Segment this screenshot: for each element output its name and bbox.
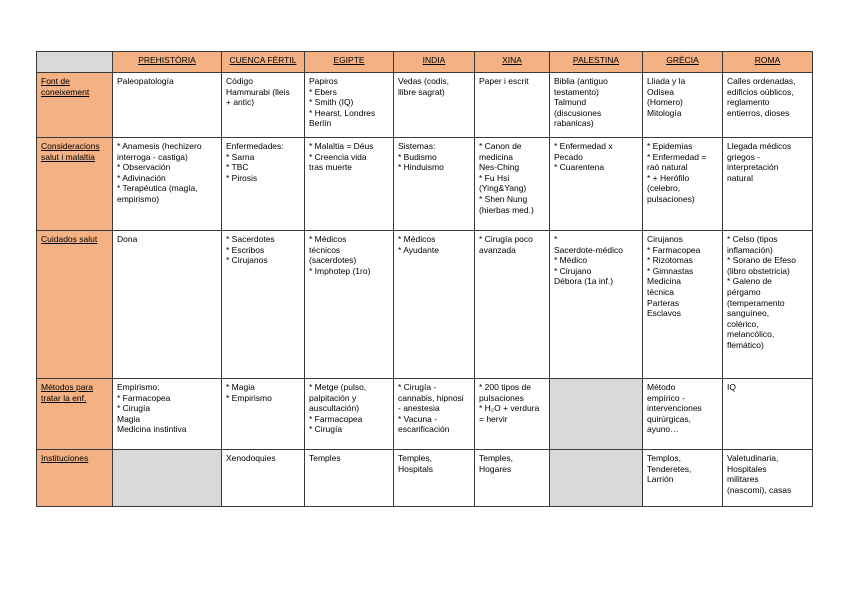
table-cell [394, 73, 475, 138]
cell-line: * Médicos [398, 234, 436, 244]
cell-line: Código [226, 76, 253, 86]
cell-line: * Magia [226, 382, 255, 392]
cell-line: empirismo) [117, 193, 160, 204]
table-cell [475, 450, 550, 507]
cell-line: avanzada [479, 244, 516, 255]
table-cell [550, 73, 643, 138]
cell-line: * Budismo [398, 151, 437, 162]
cell-line: Sacerdote-médico [554, 244, 623, 255]
cell-line: * Empirismo [226, 392, 272, 403]
cell-line: Temples [309, 453, 341, 463]
table-cell [113, 73, 222, 138]
cell-line: Paper i escrit [479, 76, 529, 86]
cell-line: * Médicos [309, 234, 347, 244]
table-cell [475, 231, 550, 379]
cell-line: entierros, dioses [727, 107, 790, 118]
table-cell [643, 450, 723, 507]
column-header: CUENCA FÈRTIL [222, 52, 305, 73]
cell-line: Berlín [309, 118, 332, 129]
cell-line: reglamento [727, 97, 770, 108]
cell-line: técnicos [309, 244, 341, 255]
cell-line: sanguíneo, [727, 308, 770, 319]
column-header: XINA [475, 52, 550, 73]
cell-line: (nascomi), casas [727, 484, 792, 495]
cell-line: ayuno… [647, 424, 679, 435]
cell-line: militares [727, 474, 759, 485]
cell-line: Hospitales [727, 463, 767, 474]
table-cell [305, 379, 394, 450]
table-row [37, 231, 813, 379]
cell-line: Nes-Ching [479, 162, 520, 173]
cell-line: = hervir [479, 413, 508, 424]
cell-line: Dona [117, 234, 138, 244]
cell-line: * Metge (pulso, [309, 382, 367, 392]
cell-line: * Shen Nung [479, 193, 528, 204]
cell-line: Biblia (antiguo [554, 76, 608, 86]
empty-cell [113, 450, 222, 507]
cell-line: Parteras [647, 297, 680, 308]
cell-line: * Enfermedad = [647, 151, 707, 162]
cell-line: - anestesia [398, 403, 440, 414]
cell-line: pulsaciones [479, 392, 524, 403]
table-cell [643, 231, 723, 379]
cell-line: * Celso (tipos [727, 234, 778, 244]
cell-line: Mitología [647, 107, 682, 118]
column-header: EGIPTE [305, 52, 394, 73]
cell-line: Odisea [647, 86, 674, 97]
cell-line: * Galeno de [727, 276, 772, 287]
column-header: ROMA [723, 52, 813, 73]
cell-line: (Homero) [647, 97, 683, 108]
table-cell [723, 73, 813, 138]
table-cell [550, 231, 643, 379]
corner-cell [37, 52, 113, 73]
cell-line: * Smith (IQ) [309, 97, 354, 108]
table-cell [723, 450, 813, 507]
cell-line: Temples, [398, 453, 433, 463]
cell-line: * Gimnastas [647, 265, 694, 276]
cell-line: Pecado [554, 151, 583, 162]
table-cell [643, 73, 723, 138]
cell-line: escarificación [398, 424, 450, 435]
cell-line: * Adivinación [117, 172, 166, 183]
cell-line: Talmund [554, 97, 587, 108]
cell-line: edificios oúblicos, [727, 86, 794, 97]
comparison-table [36, 51, 813, 507]
cell-line: cannabis, hipnosi [398, 392, 464, 403]
cell-line: quirúrgicas, [647, 413, 691, 424]
cell-line: * Anamesis (hechizero [117, 141, 202, 151]
table-cell [222, 138, 305, 231]
cell-line: * Cirugía - [398, 382, 437, 392]
table-cell [550, 138, 643, 231]
cell-line: Lliada y la [647, 76, 686, 86]
table-cell [305, 231, 394, 379]
table-cell [394, 138, 475, 231]
cell-line: * Terapéutica (magía, [117, 183, 198, 194]
cell-line: * Ebers [309, 86, 337, 97]
cell-line: rabanicas) [554, 118, 594, 129]
cell-line: testamento) [554, 86, 599, 97]
table-cell [222, 450, 305, 507]
cell-line: Cirujanos [647, 234, 683, 244]
cell-line: * Cirujano [554, 265, 592, 276]
column-header: GRÈCIA [643, 52, 723, 73]
cell-line: * [554, 234, 558, 244]
cell-line: Magia [117, 413, 141, 424]
table-cell [222, 379, 305, 450]
cell-line: (Ying&Yang) [479, 183, 527, 194]
cell-line: interroga - castiga) [117, 151, 188, 162]
table-cell [475, 73, 550, 138]
cell-line: * Creencia vida [309, 151, 367, 162]
cell-line: Xenodoquies [226, 453, 276, 463]
cell-line: interpretación [727, 162, 779, 173]
cell-line: Hogares [479, 463, 512, 474]
cell-line: Medicina [647, 276, 682, 287]
table-cell [475, 379, 550, 450]
cell-line: empírico - [647, 392, 685, 403]
cell-line: Tenderetes, [647, 463, 692, 474]
cell-line: * Fu Hsi [479, 172, 510, 183]
cell-line: Templos, [647, 453, 682, 463]
cell-line: tras muerte [309, 162, 352, 173]
cell-line: Larrión [647, 474, 674, 485]
cell-line: Hospitals [398, 463, 433, 474]
cell-line: pulsaciones) [647, 193, 695, 204]
cell-line: * Sacerdotes [226, 234, 275, 244]
empty-cell [550, 450, 643, 507]
cell-line: * Sarna [226, 151, 255, 162]
cell-line: Enfermedades: [226, 141, 284, 151]
cell-line: palpitación y [309, 392, 357, 403]
cell-line: * Sorano de Efeso [727, 255, 796, 266]
cell-line: * 200 tipos de [479, 382, 531, 392]
table-cell [113, 138, 222, 231]
cell-line: * Farmacopea [647, 244, 701, 255]
table-cell [723, 138, 813, 231]
row-header: Métodos para tratar la enf. [37, 379, 113, 450]
table-cell [723, 231, 813, 379]
cell-line: * Observación [117, 162, 171, 173]
cell-line: * + Herófilo [647, 172, 690, 183]
cell-line: flemático) [727, 339, 764, 350]
cell-line: Vedas (codis, [398, 76, 450, 86]
table-cell [643, 138, 723, 231]
table-cell [222, 73, 305, 138]
column-header: INDIA [394, 52, 475, 73]
cell-line: * Cirugía [117, 403, 151, 414]
cell-line: (celebro, [647, 183, 681, 194]
cell-line: * Epidemias [647, 141, 693, 151]
cell-line: * Cuarentena [554, 162, 605, 173]
cell-line: auscultación) [309, 403, 360, 414]
cell-line: * Vacuna - [398, 413, 438, 424]
cell-line: melancólico, [727, 329, 775, 340]
cell-line: * Pirosis [226, 172, 258, 183]
cell-line: * Enfermedad x [554, 141, 613, 151]
cell-line: Medicina instintiva [117, 424, 187, 435]
cell-line: * Farmacopea [309, 413, 363, 424]
table-row [37, 379, 813, 450]
table-row [37, 450, 813, 507]
cell-line: Empirismo: [117, 382, 160, 392]
cell-line: Sistemas: [398, 141, 436, 151]
cell-line: natural [727, 172, 753, 183]
cell-line: Llegada médicos [727, 141, 792, 151]
row-header: Cuidados salut [37, 231, 113, 379]
table-cell [723, 379, 813, 450]
cell-line: * Farmacopea [117, 392, 171, 403]
cell-line: * Hinduismo [398, 162, 444, 173]
cell-line: griegos - [727, 151, 761, 162]
header-row [37, 52, 813, 73]
cell-line: * Imphotep (1ro) [309, 265, 371, 276]
table-row [37, 73, 813, 138]
row-header: Instituciones [37, 450, 113, 507]
cell-line: Temples, [479, 453, 514, 463]
cell-line: IQ [727, 382, 736, 392]
table-cell [394, 450, 475, 507]
empty-cell [550, 379, 643, 450]
cell-line: * Rizotomas [647, 255, 693, 266]
table-cell [305, 138, 394, 231]
cell-line: * Ayudante [398, 244, 439, 255]
table-cell [475, 138, 550, 231]
cell-line: (discusiones [554, 107, 602, 118]
cell-line: Paleopatología [117, 76, 174, 86]
table-cell [394, 231, 475, 379]
cell-line: (temperamento [727, 297, 785, 308]
cell-line: * Médico [554, 255, 588, 266]
cell-line: + antic) [226, 97, 255, 108]
cell-line: llibre sagrat) [398, 86, 445, 97]
cell-line: Valetudinaria, [727, 453, 779, 463]
table-cell [305, 73, 394, 138]
row-header: Font de coneixement [37, 73, 113, 138]
cell-line: Débora (1a inf.) [554, 276, 614, 287]
cell-line: intervenciones [647, 403, 702, 414]
cell-line: Hammurabi (lleis [226, 86, 290, 97]
table-cell [394, 379, 475, 450]
cell-line: inflamación) [727, 244, 773, 255]
column-header: PREHISTÒRIA [113, 52, 222, 73]
cell-line: (sacerdotes) [309, 255, 357, 266]
column-header: PALESTINA [550, 52, 643, 73]
cell-line: Método [647, 382, 676, 392]
table-cell [113, 379, 222, 450]
cell-line: * Canon de [479, 141, 522, 151]
cell-line: * Cirugía [309, 424, 343, 435]
table-cell [113, 231, 222, 379]
cell-line: * H₂O + verdura [479, 403, 540, 414]
table-cell [222, 231, 305, 379]
cell-line: * Hearst, Londres [309, 107, 376, 118]
table-cell [305, 450, 394, 507]
cell-line: * TBC [226, 162, 249, 173]
cell-line: * Cirujanos [226, 255, 268, 266]
cell-line: raó natural [647, 162, 688, 173]
cell-line: técnica [647, 286, 674, 297]
cell-line: * Escribos [226, 244, 265, 255]
cell-line: colérico, [727, 318, 759, 329]
table-row [37, 138, 813, 231]
cell-line: Papiros [309, 76, 338, 86]
table-cell [643, 379, 723, 450]
cell-line: Esclavos [647, 308, 682, 319]
cell-line: medicina [479, 151, 514, 162]
cell-line: * Malaltia = Déus [309, 141, 374, 151]
cell-line: * Cirugía poco [479, 234, 533, 244]
cell-line: Calles ordenadas, [727, 76, 796, 86]
cell-line: (hierbas med.) [479, 204, 534, 215]
cell-line: (libro obstetricia) [727, 265, 790, 276]
row-header: Consideracions salut i malaltia [37, 138, 113, 231]
cell-line: pérgamo [727, 286, 761, 297]
